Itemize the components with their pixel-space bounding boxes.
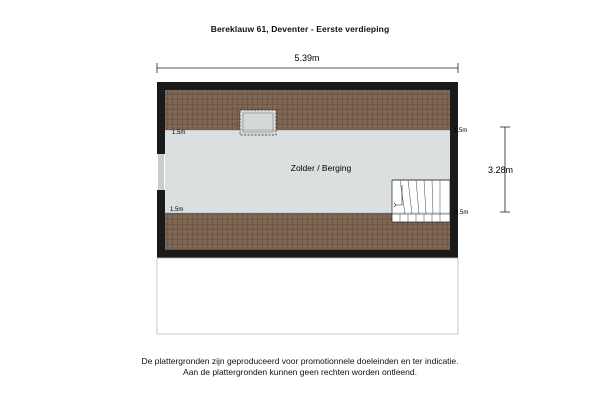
height-mark-bottom-left: 1.5m xyxy=(170,207,184,213)
disclaimer xyxy=(0,356,600,378)
disclaimer-line-1: De plattergronden zijn geproduceerd voor promotionnele doeleinden en ter indicatie. xyxy=(141,356,459,366)
room-label: Zolder / Berging xyxy=(290,163,352,173)
left-window xyxy=(157,154,165,190)
height-dimension xyxy=(488,127,513,212)
width-dimension xyxy=(157,53,458,73)
roof-slope-top xyxy=(165,90,450,130)
height-label: 3.28m xyxy=(488,165,514,175)
height-mark-top-right: 1.5m xyxy=(454,128,468,134)
skylight xyxy=(240,110,276,135)
width-label: 5.39m xyxy=(294,53,320,63)
disclaimer-line-2: Aan de plattergronden kunnen geen rechten worden ontleend. xyxy=(183,367,417,377)
plan-title: Bereklauw 61, Deventer - Eerste verdieping xyxy=(210,24,390,34)
height-mark-bottom-right: 1.5m xyxy=(455,210,469,216)
height-mark-top-left: 1.5m xyxy=(172,130,186,136)
terrace xyxy=(157,258,458,334)
staircase xyxy=(392,180,450,222)
